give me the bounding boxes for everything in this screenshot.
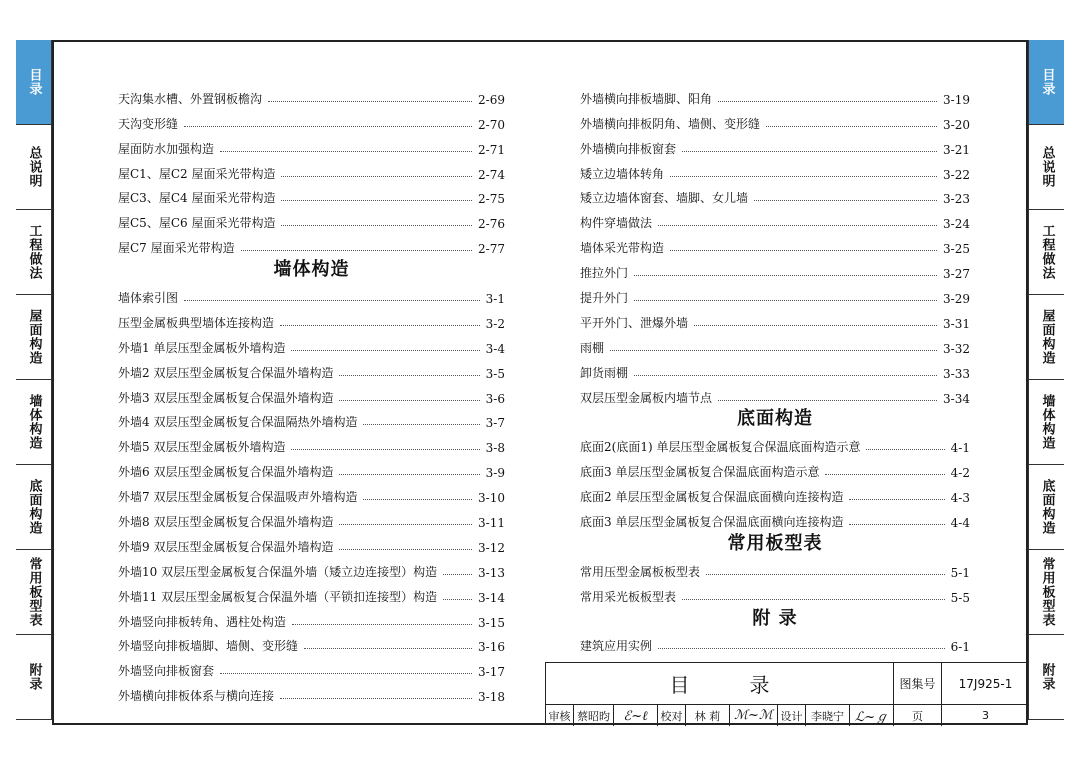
toc-entry-title: 压型金属板典型墙体连接构造 [118,315,275,330]
toc-entry-page: 3-31 [943,316,970,331]
toc-entry-page: 5-5 [950,590,970,605]
dot-leader [694,325,937,326]
toc-entry[interactable] [580,555,970,580]
toc-entry-page: 2-71 [478,142,505,157]
toc-entry[interactable] [580,206,970,231]
toc-entry-title: 外墙横向排板阴角、墙侧、变形缝 [580,116,761,131]
tab-label: 常用板型表 [26,557,42,627]
toc-entry-title: 底面2 单层压型金属板复合保温底面横向连接构造 [580,490,844,505]
dot-leader [682,151,937,152]
tab-5[interactable] [16,465,52,550]
toc-entry[interactable] [118,356,505,381]
toc-entry[interactable] [580,132,970,157]
dot-leader [825,474,944,475]
toc-entry[interactable] [118,679,505,704]
toc-entry[interactable] [118,630,505,655]
checker-name: 林 莉 [686,705,730,726]
tab-label: 附录 [26,663,42,691]
toc-entry-page: 2-69 [478,92,505,107]
toc-entry-title: 外墙横向排板体系与横向连接 [118,689,275,704]
dot-leader [718,101,937,102]
dot-leader [281,200,472,201]
dot-leader [754,200,937,201]
tab-label: 底面构造 [1039,479,1055,535]
toc-entry[interactable] [118,455,505,480]
toc-entry-page: 3-13 [478,565,505,580]
toc-entry-page: 3-34 [943,391,970,406]
dot-leader [339,549,472,550]
designer-name: 李晓宁 [806,705,850,726]
toc-entry-page: 3-32 [943,341,970,356]
toc-entry-title: 双层压型金属板内墙节点 [580,390,713,405]
tab-label: 屋面构造 [26,309,42,365]
toc-entry-title: 外墙2 双层压型金属板复合保温外墙构造 [118,365,334,380]
dot-leader [670,176,937,177]
toc-entry[interactable] [118,580,505,605]
toc-entry[interactable] [118,654,505,679]
tab-label: 底面构造 [26,479,42,535]
toc-entry-page: 3-16 [478,640,505,655]
toc-entry-page: 3-15 [478,615,505,630]
toc-entry-title: 构件穿墙做法 [580,216,653,231]
dot-leader [268,101,472,102]
toc-entry-page: 4-2 [950,466,970,481]
toc-entry[interactable] [118,182,505,207]
dot-leader [304,648,472,649]
toc-entry-title: 墙体采光带构造 [580,241,665,256]
toc-entry[interactable] [580,182,970,207]
toc-entry-title: 外墙竖向排板转角、遇柱处构造 [118,614,287,629]
toc-entry-title: 外墙5 双层压型金属板外墙构造 [118,440,286,455]
dot-leader [339,400,479,401]
dot-leader [443,574,472,575]
toc-entry-title: 外墙9 双层压型金属板复合保温外墙构造 [118,539,334,554]
toc-entry-page: 2-76 [478,217,505,232]
tab-label: 墙体构造 [26,394,42,450]
toc-entry-page: 4-1 [950,441,970,456]
section-heading: 底面构造 [737,408,813,430]
toc-entry-page: 3-11 [478,516,505,531]
toc-entry[interactable] [118,82,505,107]
toc-entry[interactable] [118,530,505,555]
toc-entry-title: 外墙6 双层压型金属板复合保温外墙构造 [118,465,334,480]
toc-entry[interactable] [118,555,505,580]
toc-entry-title: 天沟变形缝 [118,116,179,131]
toc-entry[interactable] [580,455,970,480]
right-tab-strip [1028,40,1064,720]
toc-entry-page: 3-9 [485,466,505,481]
toc-right-column [580,82,970,654]
dot-leader [280,325,480,326]
section-heading: 附 录 [752,607,798,629]
dot-leader [363,424,479,425]
dot-leader [443,599,472,600]
toc-entry[interactable] [118,480,505,505]
tab-label: 常用板型表 [1039,557,1055,627]
dot-leader [280,698,472,699]
dot-leader [610,350,937,351]
toc-entry-page: 3-29 [943,292,970,307]
toc-entry[interactable] [580,580,970,605]
toc-entry-title: 建筑应用实例 [580,639,653,654]
toc-entry-title: 提升外门 [580,291,629,306]
dot-leader [682,599,945,600]
toc-entry-title: 外墙竖向排板墙脚、墙侧、变形缝 [118,639,299,654]
toc-entry-title: 外墙1 单层压型金属板外墙构造 [118,340,286,355]
toc-entry-page: 2-70 [478,117,505,132]
toc-entry[interactable] [118,430,505,455]
toc-entry-page: 3-23 [943,192,970,207]
tab-label: 目录 [26,68,42,96]
tab-label: 墙体构造 [1039,394,1055,450]
section-heading: 墙体构造 [273,259,350,281]
dot-leader [634,375,937,376]
tab-7[interactable] [1028,635,1064,720]
toc-entry[interactable] [118,231,505,256]
toc-entry-page: 4-3 [950,491,970,506]
toc-entry-title: 雨棚 [580,340,605,355]
toc-entry[interactable] [580,281,970,306]
toc-entry[interactable] [118,505,505,530]
dot-leader [220,151,472,152]
toc-entry[interactable] [580,157,970,182]
tab-4[interactable] [16,380,52,465]
dot-leader [634,300,937,301]
toc-entry[interactable] [118,331,505,356]
toc-entry[interactable] [580,480,970,505]
toc-entry-page: 3-8 [485,441,505,456]
dot-leader [184,300,480,301]
toc-entry-title: 矮立边墙体转角 [580,166,665,181]
toc-entry-page: 3-18 [478,690,505,705]
toc-entry-title: 推拉外门 [580,266,629,281]
toc-entry-title: 外墙竖向排板窗套 [118,664,215,679]
toc-entry-title: 屋C1、屋C2 屋面采光带构造 [118,166,276,181]
toc-entry-title: 常用采光板板型表 [580,589,677,604]
toc-entry-title: 平开外门、泄爆外墙 [580,315,689,330]
toc-entry-page: 3-22 [943,167,970,182]
dot-leader [281,225,472,226]
tab-label: 目录 [1039,68,1055,96]
toc-entry-page: 3-33 [943,366,970,381]
toc-left-column [118,82,505,704]
tab-0[interactable] [16,40,52,125]
atlas-number: 17J925-1 [942,663,1029,705]
toc-entry-page: 3-14 [478,590,505,605]
toc-entry-title: 外墙10 双层压型金属板复合保温外墙（矮立边连接型）构造 [118,564,438,579]
toc-entry-page: 2-77 [478,242,505,257]
tab-label: 屋面构造 [1039,309,1055,365]
dot-leader [281,176,472,177]
dot-leader [339,375,479,376]
dot-leader [849,499,944,500]
tab-label: 附录 [1039,663,1055,691]
tab-3[interactable] [16,295,52,380]
toc-entry[interactable] [580,107,970,132]
dot-leader [339,474,479,475]
page-label: 页 [894,705,942,726]
tab-label: 工程做法 [1039,224,1055,280]
left-tab-strip [16,40,52,720]
reviewer-signature: ℰ~ℓ [614,705,658,726]
tab-label: 总说明 [26,146,42,188]
check-label: 校对 [658,705,686,726]
toc-entry-title: 外墙11 双层压型金属板复合保温外墙（平锁扣连接型）构造 [118,589,438,604]
toc-entry[interactable] [580,356,970,381]
tab-1[interactable] [16,125,52,210]
designer-signature: ℒ~ℊ [850,705,894,726]
dot-leader [658,225,937,226]
toc-entry[interactable] [118,306,505,331]
toc-entry[interactable] [580,231,970,256]
toc-entry[interactable] [118,157,505,182]
toc-entry[interactable] [580,82,970,107]
dot-leader [718,400,937,401]
dot-leader [339,524,472,525]
tab-0[interactable] [1028,40,1064,125]
dot-leader [291,350,479,351]
toc-entry-page: 3-10 [478,491,505,506]
dot-leader [241,250,472,251]
tab-7[interactable] [16,635,52,720]
dot-leader [184,126,472,127]
toc-entry-page: 6-1 [950,640,970,655]
toc-entry-page: 4-4 [950,516,970,531]
toc-entry-title: 屋C7 屋面采光带构造 [118,241,235,256]
toc-entry[interactable] [580,430,970,455]
toc-entry[interactable] [580,256,970,281]
toc-entry-page: 3-7 [485,416,505,431]
dot-leader [658,648,945,649]
toc-entry-page: 3-5 [485,366,505,381]
toc-entry-page: 3-21 [943,142,970,157]
dot-leader [292,624,472,625]
toc-entry[interactable] [118,281,505,306]
toc-entry-title: 底面3 单层压型金属板复合保温底面构造示意 [580,465,820,480]
toc-entry-title: 底面2(底面1) 单层压型金属板复合保温底面构造示意 [580,440,861,455]
toc-entry-page: 3-4 [485,341,505,356]
dot-leader [670,250,937,251]
dot-leader [220,673,472,674]
toc-entry[interactable] [118,206,505,231]
toc-entry-title: 常用压型金属板板型表 [580,564,701,579]
atlas-label: 图集号 [894,663,942,705]
toc-entry-title: 外墙横向排板窗套 [580,141,677,156]
tab-4[interactable] [1028,380,1064,465]
toc-entry-page: 2-75 [478,192,505,207]
tab-5[interactable] [1028,465,1064,550]
toc-entry-page: 3-19 [943,92,970,107]
toc-entry-title: 外墙8 双层压型金属板复合保温外墙构造 [118,515,334,530]
toc-entry-page: 2-74 [478,167,505,182]
dot-leader [363,499,472,500]
tab-label: 工程做法 [26,224,42,280]
toc-entry-title: 矮立边墙体窗套、墙脚、女儿墙 [580,191,749,206]
toc-entry[interactable] [118,605,505,630]
tab-2[interactable] [1028,210,1064,295]
toc-entry[interactable] [580,306,970,331]
toc-entry-page: 3-20 [943,117,970,132]
title-block [545,662,1028,725]
toc-entry[interactable] [118,406,505,431]
toc-entry[interactable] [580,381,970,406]
toc-entry-title: 外墙3 双层压型金属板复合保温外墙构造 [118,390,334,405]
toc-entry-title: 屋C5、屋C6 屋面采光带构造 [118,216,276,231]
toc-entry-page: 3-17 [478,665,505,680]
design-label: 设计 [778,705,806,726]
tab-2[interactable] [16,210,52,295]
dot-leader [291,449,479,450]
tab-6[interactable] [16,550,52,635]
toc-entry[interactable] [580,331,970,356]
toc-entry[interactable] [118,381,505,406]
toc-entry-page: 3-25 [943,242,970,257]
reviewer-name: 蔡昭昀 [574,705,614,726]
toc-entry-title: 墙体索引图 [118,291,179,306]
tab-6[interactable] [1028,550,1064,635]
toc-entry-page: 5-1 [950,565,970,580]
toc-entry-page: 3-12 [478,540,505,555]
toc-entry-page: 3-24 [943,217,970,232]
toc-entry-page: 3-1 [485,292,505,307]
toc-entry-title: 外墙7 双层压型金属板复合保温吸声外墙构造 [118,490,358,505]
toc-entry-title: 底面3 单层压型金属板复合保温底面横向连接构造 [580,515,844,530]
toc-entry-title: 天沟集水槽、外置钢板檐沟 [118,91,263,106]
toc-entry-title: 外墙横向排板墙脚、阳角 [580,91,713,106]
toc-entry[interactable] [118,107,505,132]
sheet-title: 目录 [546,663,894,705]
dot-leader [866,449,944,450]
tab-3[interactable] [1028,295,1064,380]
toc-entry[interactable] [580,505,970,530]
section-heading: 常用板型表 [727,532,823,554]
toc-entry-title: 屋面防水加强构造 [118,141,215,156]
tab-label: 总说明 [1039,146,1055,188]
toc-entry[interactable] [580,630,970,655]
dot-leader [766,126,937,127]
toc-entry-title: 外墙4 双层压型金属板复合保温隔热外墙构造 [118,415,358,430]
toc-entry[interactable] [118,132,505,157]
toc-entry-page: 3-6 [485,391,505,406]
toc-entry-page: 3-27 [943,267,970,282]
dot-leader [634,275,937,276]
dot-leader [706,574,945,575]
checker-signature: ℳ~ℳ [730,705,778,726]
dot-leader [849,524,944,525]
toc-entry-page: 3-2 [485,316,505,331]
page-number: 3 [982,709,989,722]
tab-1[interactable] [1028,125,1064,210]
toc-entry-title: 卸货雨棚 [580,365,629,380]
toc-entry-title: 屋C3、屋C4 屋面采光带构造 [118,191,276,206]
review-label: 审核 [546,705,574,726]
